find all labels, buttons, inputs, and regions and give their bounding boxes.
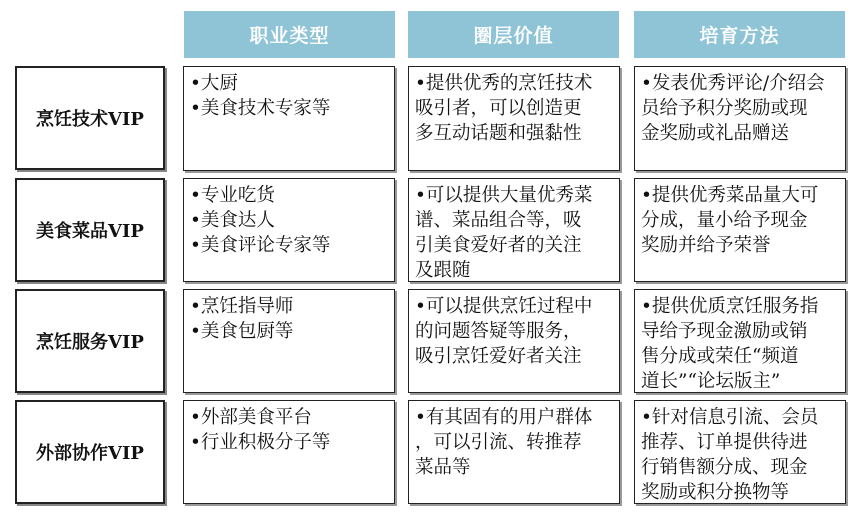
- row-label-cooking-tech: 烹饪技术VIP: [15, 66, 165, 170]
- cell-method-cooking-service: [634, 289, 846, 393]
- text-line: 员给予积分奖励或现: [641, 98, 808, 119]
- text-line: 导给予现金激励或销: [641, 321, 808, 342]
- text-line: 菜品等: [415, 457, 471, 478]
- text-line: 分成，量小给予现金: [641, 210, 808, 231]
- text-line: 的问题答疑等服务，: [415, 321, 582, 342]
- text-line: 引美食爱好者的关注: [415, 235, 582, 256]
- text-line: •发表优秀评论/介绍会: [641, 73, 825, 94]
- cell-value-external-partner: [408, 400, 620, 504]
- row-label-cooking-service: 烹饪服务VIP: [15, 289, 165, 393]
- cell-types-cooking-service: [183, 289, 395, 393]
- list-item: •美食达人: [190, 210, 275, 231]
- text-line: •可以提供大量优秀菜: [415, 185, 593, 206]
- cell-value-cooking-tech: [408, 66, 620, 171]
- header-career-type: 职业类型: [184, 11, 395, 58]
- text-line: 金奖励或礼品赠送: [641, 123, 790, 144]
- list-item: •美食评论专家等: [190, 235, 331, 256]
- text-line: 推荐、订单提供待进: [641, 432, 808, 453]
- cell-method-cooking-tech: [634, 66, 846, 171]
- text-line: 吸引者，可以创造更: [415, 98, 582, 119]
- list-item: •美食包厨等: [190, 321, 294, 342]
- list-item: •专业吃货: [190, 185, 275, 206]
- text-line: 道长”“论坛版主”: [641, 371, 781, 392]
- text-line: 奖励并给予荣誉: [641, 235, 771, 256]
- row-label-external-partner: 外部协作VIP: [15, 400, 165, 504]
- text-line: 行销售额分成、现金: [641, 457, 808, 478]
- cell-value-food-dishes: [408, 178, 620, 282]
- text-line: 吸引烹饪爱好者关注: [415, 346, 582, 367]
- list-item: •外部美食平台: [190, 407, 312, 428]
- text-line: 奖励或积分换物等: [641, 482, 790, 503]
- cell-types-external-partner: [183, 400, 395, 504]
- text-line: 谱、菜品组合等，吸: [415, 210, 582, 231]
- list-item: •大厨: [190, 73, 238, 94]
- text-line: •提供优质烹饪服务指: [641, 296, 819, 317]
- text-line: 多互动话题和强黏性: [415, 123, 582, 144]
- text-line: •提供优秀的烹饪技术: [415, 73, 593, 94]
- list-item: •烹饪指导师: [190, 296, 294, 317]
- text-line: •有其固有的用户群体: [415, 407, 593, 428]
- cell-method-external-partner: [634, 400, 846, 504]
- text-line: •提供优秀菜品量大可: [641, 185, 819, 206]
- header-circle-value: 圈层价值: [408, 11, 619, 58]
- text-line: ，可以引流、转推荐: [415, 432, 582, 453]
- header-cultivation-method: 培育方法: [634, 11, 845, 58]
- cell-value-cooking-service: [408, 289, 620, 393]
- row-label-food-dishes: 美食菜品VIP: [15, 178, 165, 282]
- cell-types-cooking-tech: [183, 66, 395, 171]
- list-item: •美食技术专家等: [190, 98, 331, 119]
- text-line: 及跟随: [415, 260, 471, 281]
- list-item: •行业积极分子等: [190, 432, 331, 453]
- text-line: •可以提供烹饪过程中: [415, 296, 593, 317]
- cell-types-food-dishes: [183, 178, 395, 282]
- text-line: •针对信息引流、会员: [641, 407, 819, 428]
- text-line: 售分成或荣任“频道: [641, 346, 799, 367]
- cell-method-food-dishes: [634, 178, 846, 282]
